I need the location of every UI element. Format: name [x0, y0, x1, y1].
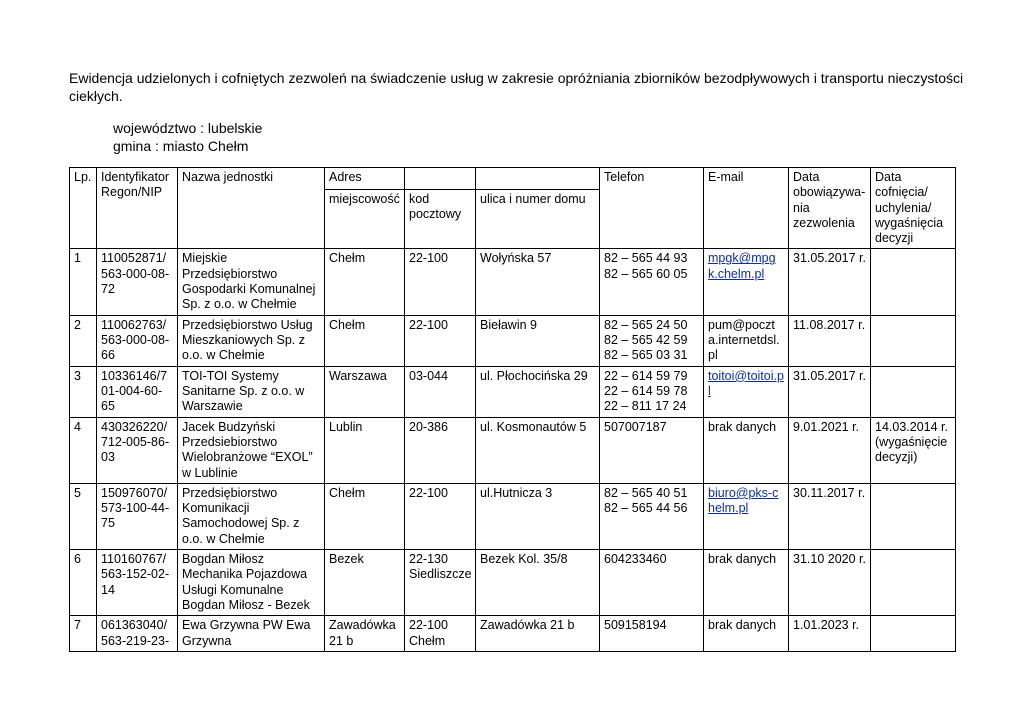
cell-phone — [600, 483, 704, 549]
cell-valid: 30.11.2017 r. — [789, 483, 871, 549]
phone-number: 82 – 565 44 93 — [604, 251, 688, 266]
cell-email — [704, 417, 789, 483]
table-row — [70, 417, 956, 483]
cell-id: 061363040/ 563-219-23- — [97, 616, 178, 652]
header-id: Identyfikator Regon/NIP — [97, 168, 178, 249]
cell-postal: 03-044 — [405, 366, 476, 417]
email-text: brak danych — [708, 419, 777, 434]
header-lp: Lp. — [70, 168, 97, 249]
phone-number: 82 – 565 24 50 — [604, 317, 688, 332]
header-address: Adres — [325, 168, 405, 190]
cell-revoked — [871, 366, 956, 417]
voivodeship-label: województwo : lubelskie — [113, 120, 263, 136]
cell-lp: 4 — [70, 417, 97, 483]
cell-revoked — [871, 249, 956, 315]
header-email: E-mail — [704, 168, 789, 249]
cell-postal: 22-130 Siedliszcze — [405, 550, 476, 616]
cell-postal: 22-100 — [405, 249, 476, 315]
cell-name: Jacek Budzyński Przedsiebiorstwo Wielobranżowe “EXOL” w Lublinie — [178, 417, 325, 483]
cell-lp: 1 — [70, 249, 97, 315]
header-address-blank — [405, 168, 476, 190]
table-row — [70, 249, 956, 315]
cell-valid: 31.10 2020 r. — [789, 550, 871, 616]
phone-number: 507007187 — [604, 419, 667, 434]
cell-postal: 20-386 — [405, 417, 476, 483]
cell-lp: 6 — [70, 550, 97, 616]
cell-id: 110062763/ 563-000-08-66 — [97, 315, 178, 366]
cell-postal: 22-100 — [405, 483, 476, 549]
header-address-blank-2 — [476, 168, 600, 190]
cell-lp: 7 — [70, 616, 97, 652]
phone-number: 22 – 811 17 24 — [604, 399, 687, 414]
cell-city: Warszawa — [325, 366, 405, 417]
phone-number: 82 – 565 03 31 — [604, 348, 688, 363]
phone-number: 82 – 565 60 05 — [604, 266, 688, 281]
cell-city: Chełm — [325, 315, 405, 366]
cell-street: Wołyńska 57 — [476, 249, 600, 315]
cell-email — [704, 249, 789, 315]
email-text: brak danych — [708, 618, 777, 633]
cell-lp: 2 — [70, 315, 97, 366]
phone-number: 509158194 — [604, 618, 667, 633]
email-link[interactable]: toitoi@toitoi.pl — [708, 368, 784, 398]
cell-name: Ewa Grzywna PW Ewa Grzywna — [178, 616, 325, 652]
cell-phone — [600, 315, 704, 366]
cell-name: Miejskie Przedsiębiorstwo Gospodarki Komunalnej Sp. z o.o. w Chełmie — [178, 249, 325, 315]
cell-revoked — [871, 483, 956, 549]
email-text: pum@poczta.internetdsl.pl — [708, 317, 780, 363]
cell-phone — [600, 417, 704, 483]
cell-valid: 1.01.2023 r. — [789, 616, 871, 652]
cell-revoked: 14.03.2014 r. (wygaśnięcie decyzji) — [871, 417, 956, 483]
phone-number: 604233460 — [604, 552, 667, 567]
header-name: Nazwa jednostki — [178, 168, 325, 249]
phone-number: 82 – 565 40 51 — [604, 485, 688, 500]
cell-valid: 31.05.2017 r. — [789, 366, 871, 417]
phone-number: 82 – 565 44 56 — [604, 501, 688, 516]
cell-phone — [600, 366, 704, 417]
cell-valid: 31.05.2017 r. — [789, 249, 871, 315]
cell-email — [704, 616, 789, 652]
header-street: ulica i numer domu — [476, 189, 600, 249]
commune-label: gmina : miasto Chełm — [113, 138, 249, 154]
table-row — [70, 315, 956, 366]
table-row — [70, 366, 956, 417]
cell-email — [704, 315, 789, 366]
cell-email — [704, 550, 789, 616]
table-row — [70, 483, 956, 549]
cell-id: 430326220/ 712-005-86-03 — [97, 417, 178, 483]
cell-street: Bieławin 9 — [476, 315, 600, 366]
permits-table — [69, 167, 956, 652]
cell-name: Bogdan Miłosz Mechanika Pojazdowa Usługi Komunalne Bogdan Miłosz - Bezek — [178, 550, 325, 616]
cell-street: Bezek Kol. 35/8 — [476, 550, 600, 616]
header-postal: kod pocztowy — [405, 189, 476, 249]
cell-phone — [600, 550, 704, 616]
cell-revoked — [871, 616, 956, 652]
region-info — [113, 119, 262, 155]
phone-number: 22 – 614 59 78 — [604, 383, 688, 398]
email-link[interactable]: mpgk@mpgk.chelm.pl — [708, 251, 776, 281]
cell-postal: 22-100 — [405, 315, 476, 366]
cell-name: Przedsiębiorstwo Komunikacji Samochodowej Sp. z o.o. w Chełmie — [178, 483, 325, 549]
cell-id: 150976070/ 573-100-44-75 — [97, 483, 178, 549]
cell-name: Przedsiębiorstwo Usług Mieszkaniowych Sp. z o.o. w Chełmie — [178, 315, 325, 366]
cell-id: 110052871/ 563-000-08-72 — [97, 249, 178, 315]
phone-number: 82 – 565 42 59 — [604, 332, 688, 347]
cell-lp: 5 — [70, 483, 97, 549]
cell-street: ul. Kosmonautów 5 — [476, 417, 600, 483]
cell-revoked — [871, 315, 956, 366]
cell-street: ul.Hutnicza 3 — [476, 483, 600, 549]
header-valid-date: Data obowiązywa-nia zezwolenia — [789, 168, 871, 249]
cell-valid: 11.08.2017 r. — [789, 315, 871, 366]
email-text: brak danych — [708, 552, 777, 567]
cell-lp: 3 — [70, 366, 97, 417]
cell-city: Chełm — [325, 249, 405, 315]
cell-email — [704, 366, 789, 417]
cell-id: 10336146/7 01-004-60-65 — [97, 366, 178, 417]
table-row — [70, 550, 956, 616]
cell-city: Chełm — [325, 483, 405, 549]
cell-city: Bezek — [325, 550, 405, 616]
cell-revoked — [871, 550, 956, 616]
cell-phone — [600, 616, 704, 652]
phone-number: 22 – 614 59 79 — [604, 368, 688, 383]
cell-name: TOI-TOI Systemy Sanitarne Sp. z o.o. w Warszawie — [178, 366, 325, 417]
cell-postal: 22-100 Chełm — [405, 616, 476, 652]
cell-city: Lublin — [325, 417, 405, 483]
cell-city: Zawadówka 21 b — [325, 616, 405, 652]
document-title: Ewidencja udzielonych i cofniętych zezwoleń na świadczenie usług w zakresie opróżniania zbiorników bezodpływowych i transportu nieczystości ciekłych. — [69, 70, 964, 104]
header-phone: Telefon — [600, 168, 704, 249]
cell-street: ul. Płochocińska 29 — [476, 366, 600, 417]
email-link[interactable]: biuro@pks-chelm.pl — [708, 485, 779, 516]
cell-phone — [600, 249, 704, 315]
cell-street: Zawadówka 21 b — [476, 616, 600, 652]
header-city: miejscowość — [325, 189, 405, 249]
cell-id: 110160767/ 563-152-02-14 — [97, 550, 178, 616]
cell-valid: 9.01.2021 r. — [789, 417, 871, 483]
cell-email — [704, 483, 789, 549]
header-revoked-date: Data cofnięcia/ uchylenia/ wygaśnięcia decyzji — [871, 168, 956, 249]
table-row — [70, 616, 956, 652]
